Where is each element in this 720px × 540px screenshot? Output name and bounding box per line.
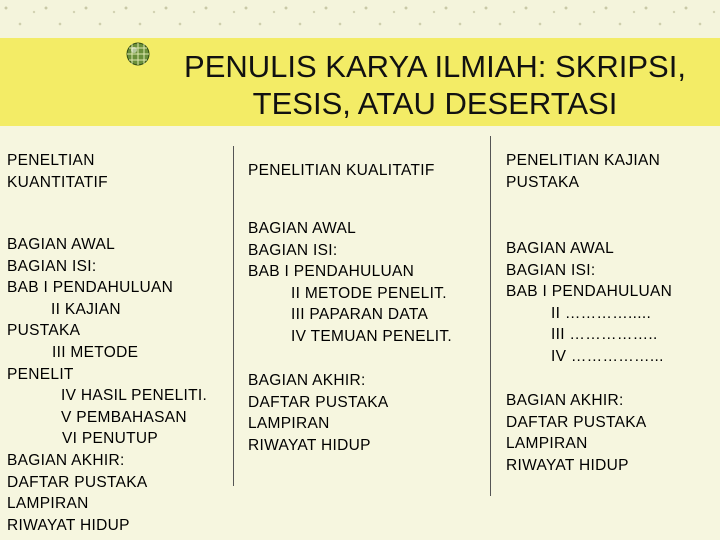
list-item: DAFTAR PUSTAKA — [7, 473, 148, 491]
column-kuantitatif-list — [7, 234, 207, 536]
list-item: IV TEMUAN PENELIT. — [291, 327, 453, 345]
list-item: BAB I PENDAHULUAN — [7, 279, 174, 297]
column-kajian-list — [506, 238, 672, 368]
column-kualitatif-list — [248, 218, 452, 348]
list-item: BAGIAN ISI: — [248, 241, 338, 259]
list-item: V PEMBAHASAN — [61, 408, 187, 426]
column-kualitatif-list-end — [248, 370, 389, 456]
list-item: RIWAYAT HIDUP — [506, 456, 629, 474]
list-item: III PAPARAN DATA — [291, 306, 429, 324]
column-kuantitatif — [7, 150, 108, 193]
title-line-2: TESIS, ATAU DESERTASI — [252, 86, 618, 121]
column-kualitatif — [248, 160, 435, 182]
list-item: BAB I PENDAHULUAN — [506, 283, 673, 301]
list-item: BAB I PENDAHULUAN — [248, 263, 415, 281]
list-item: LAMPIRAN — [506, 435, 588, 453]
list-item: LAMPIRAN — [248, 415, 330, 433]
page-title — [150, 48, 720, 122]
list-item: BAGIAN AWAL — [248, 220, 357, 237]
list-item: BAGIAN AWAL — [506, 240, 615, 257]
column-heading: PENELTIAN — [7, 152, 95, 169]
column-divider-2 — [490, 136, 491, 496]
list-item: RIWAYAT HIDUP — [248, 436, 371, 454]
list-item: BAGIAN AWAL — [7, 236, 116, 253]
decorative-pattern — [0, 0, 720, 38]
list-item: III …………….. — [551, 326, 658, 344]
column-kajian-pustaka — [506, 150, 660, 193]
list-item: DAFTAR PUSTAKA — [248, 393, 389, 411]
list-item: BAGIAN ISI: — [506, 261, 596, 279]
column-heading: PENELITIAN KUALITATIF — [248, 162, 435, 179]
list-item: BAGIAN AKHIR: — [7, 451, 125, 469]
content-area — [0, 126, 720, 540]
list-item: PENELIT — [7, 365, 74, 383]
list-item: LAMPIRAN — [7, 495, 89, 513]
title-line-1: PENULIS KARYA ILMIAH: SKRIPSI, — [184, 49, 686, 84]
column-heading: PENELITIAN KAJIAN — [506, 152, 661, 169]
list-item: IV ……………... — [551, 347, 664, 365]
column-divider-1 — [233, 146, 234, 486]
list-item: BAGIAN AKHIR: — [248, 372, 366, 389]
list-item: II …………..... — [551, 304, 652, 322]
column-heading: KUANTITATIF — [7, 173, 108, 191]
column-kajian-list-end — [506, 390, 647, 476]
list-item: II KAJIAN — [51, 300, 121, 318]
list-item: PUSTAKA — [7, 322, 81, 340]
list-item: II METODE PENELIT. — [291, 284, 447, 302]
globe-grid-icon — [124, 40, 152, 68]
list-item: BAGIAN AKHIR: — [506, 392, 624, 409]
list-item: BAGIAN ISI: — [7, 257, 97, 275]
list-item: III METODE — [52, 343, 139, 361]
list-item: VI PENUTUP — [62, 430, 159, 448]
list-item: IV HASIL PENELITI. — [61, 387, 208, 405]
list-item: RIWAYAT HIDUP — [7, 516, 130, 534]
column-heading: PUSTAKA — [506, 173, 580, 191]
list-item: DAFTAR PUSTAKA — [506, 413, 647, 431]
